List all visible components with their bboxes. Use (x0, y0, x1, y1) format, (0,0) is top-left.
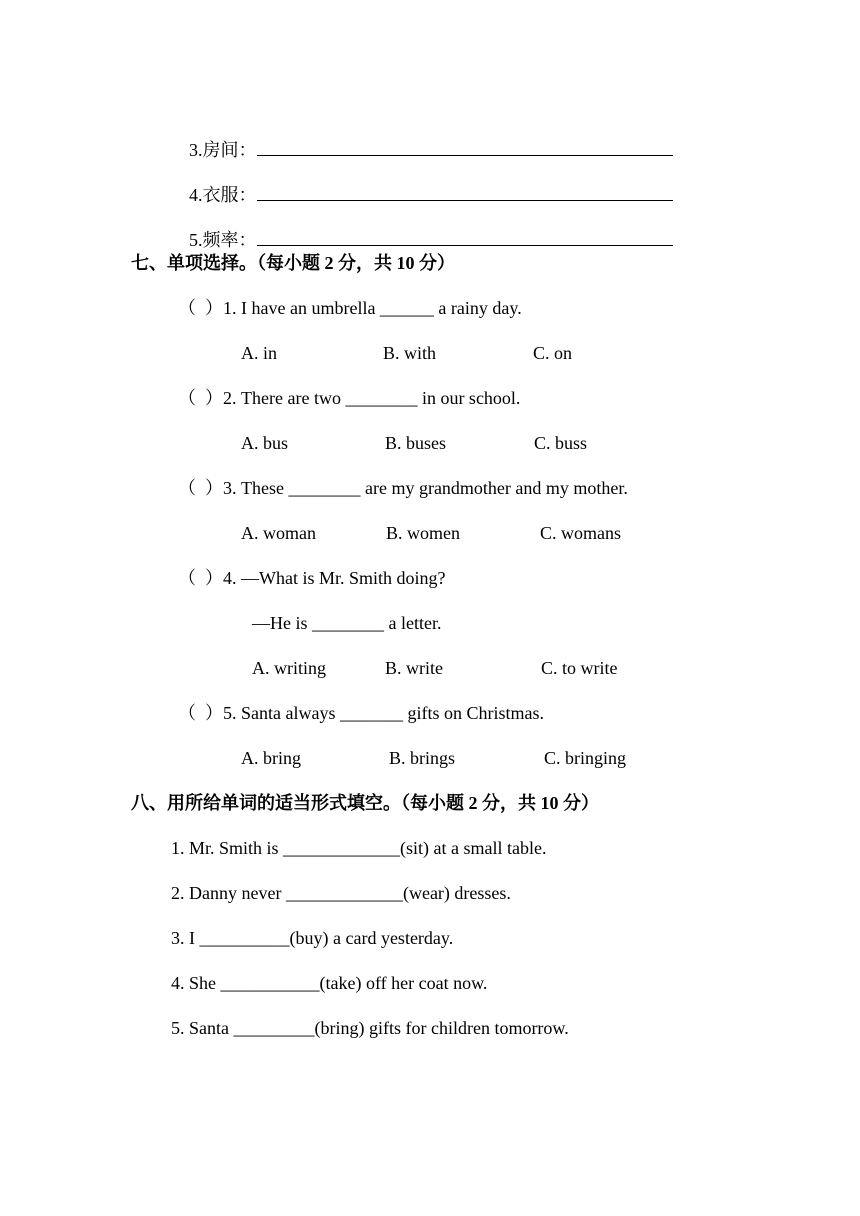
section7-heading: 七、单项选择。（每小题 2 分，共 10 分） (131, 253, 455, 273)
answer-line[interactable] (257, 231, 673, 246)
question-1-option-c[interactable]: C. on (533, 343, 573, 363)
question-2-option-b[interactable]: B. buses (385, 433, 447, 453)
question-2-option-c[interactable]: C. buss (534, 433, 588, 453)
question-4-stem: （ ）4. —What is Mr. Smith doing? (178, 568, 446, 588)
question-4-option-a[interactable]: A. writing (252, 658, 326, 678)
translation-label: 4.衣服： (189, 185, 257, 205)
answer-line[interactable] (257, 141, 673, 156)
question-1-option-a[interactable]: A. in (241, 343, 277, 363)
fill-in-item-5: 5. Santa _________(bring) gifts for children tomorrow. (171, 1018, 569, 1038)
question-3-option-a[interactable]: A. woman (241, 523, 316, 543)
question-5-option-b[interactable]: B. brings (389, 748, 456, 768)
translation-label: 5.频率： (189, 230, 257, 250)
question-2-stem: （ ）2. There are two ________ in our school. (178, 388, 521, 408)
question-4-option-c[interactable]: C. to write (541, 658, 618, 678)
question-5-option-c[interactable]: C. bringing (544, 748, 627, 768)
question-5-option-a[interactable]: A. bring (241, 748, 301, 768)
fill-in-item-4: 4. She ___________(take) off her coat now. (171, 973, 488, 993)
question-5-stem: （ ）5. Santa always _______ gifts on Christmas. (178, 703, 544, 723)
fill-in-item-2: 2. Danny never _____________(wear) dresses. (171, 883, 511, 903)
fill-in-item-3: 3. I __________(buy) a card yesterday. (171, 928, 454, 948)
question-1-option-b[interactable]: B. with (383, 343, 437, 363)
question-3-option-b[interactable]: B. women (386, 523, 460, 543)
question-4-option-b[interactable]: B. write (385, 658, 443, 678)
question-4-stem-response: —He is ________ a letter. (252, 613, 442, 633)
question-3-stem: （ ）3. These ________ are my grandmother and my mother. (178, 478, 628, 498)
question-1-stem: （ ）1. I have an umbrella ______ a rainy day. (178, 298, 522, 318)
section8-heading: 八、用所给单词的适当形式填空。（每小题 2 分，共 10 分） (131, 793, 599, 813)
translation-label: 3.房间： (189, 140, 257, 160)
question-3-option-c[interactable]: C. womans (540, 523, 621, 543)
question-2-option-a[interactable]: A. bus (241, 433, 289, 453)
fill-in-item-1: 1. Mr. Smith is _____________(sit) at a small table. (171, 838, 547, 858)
answer-line[interactable] (257, 186, 673, 201)
